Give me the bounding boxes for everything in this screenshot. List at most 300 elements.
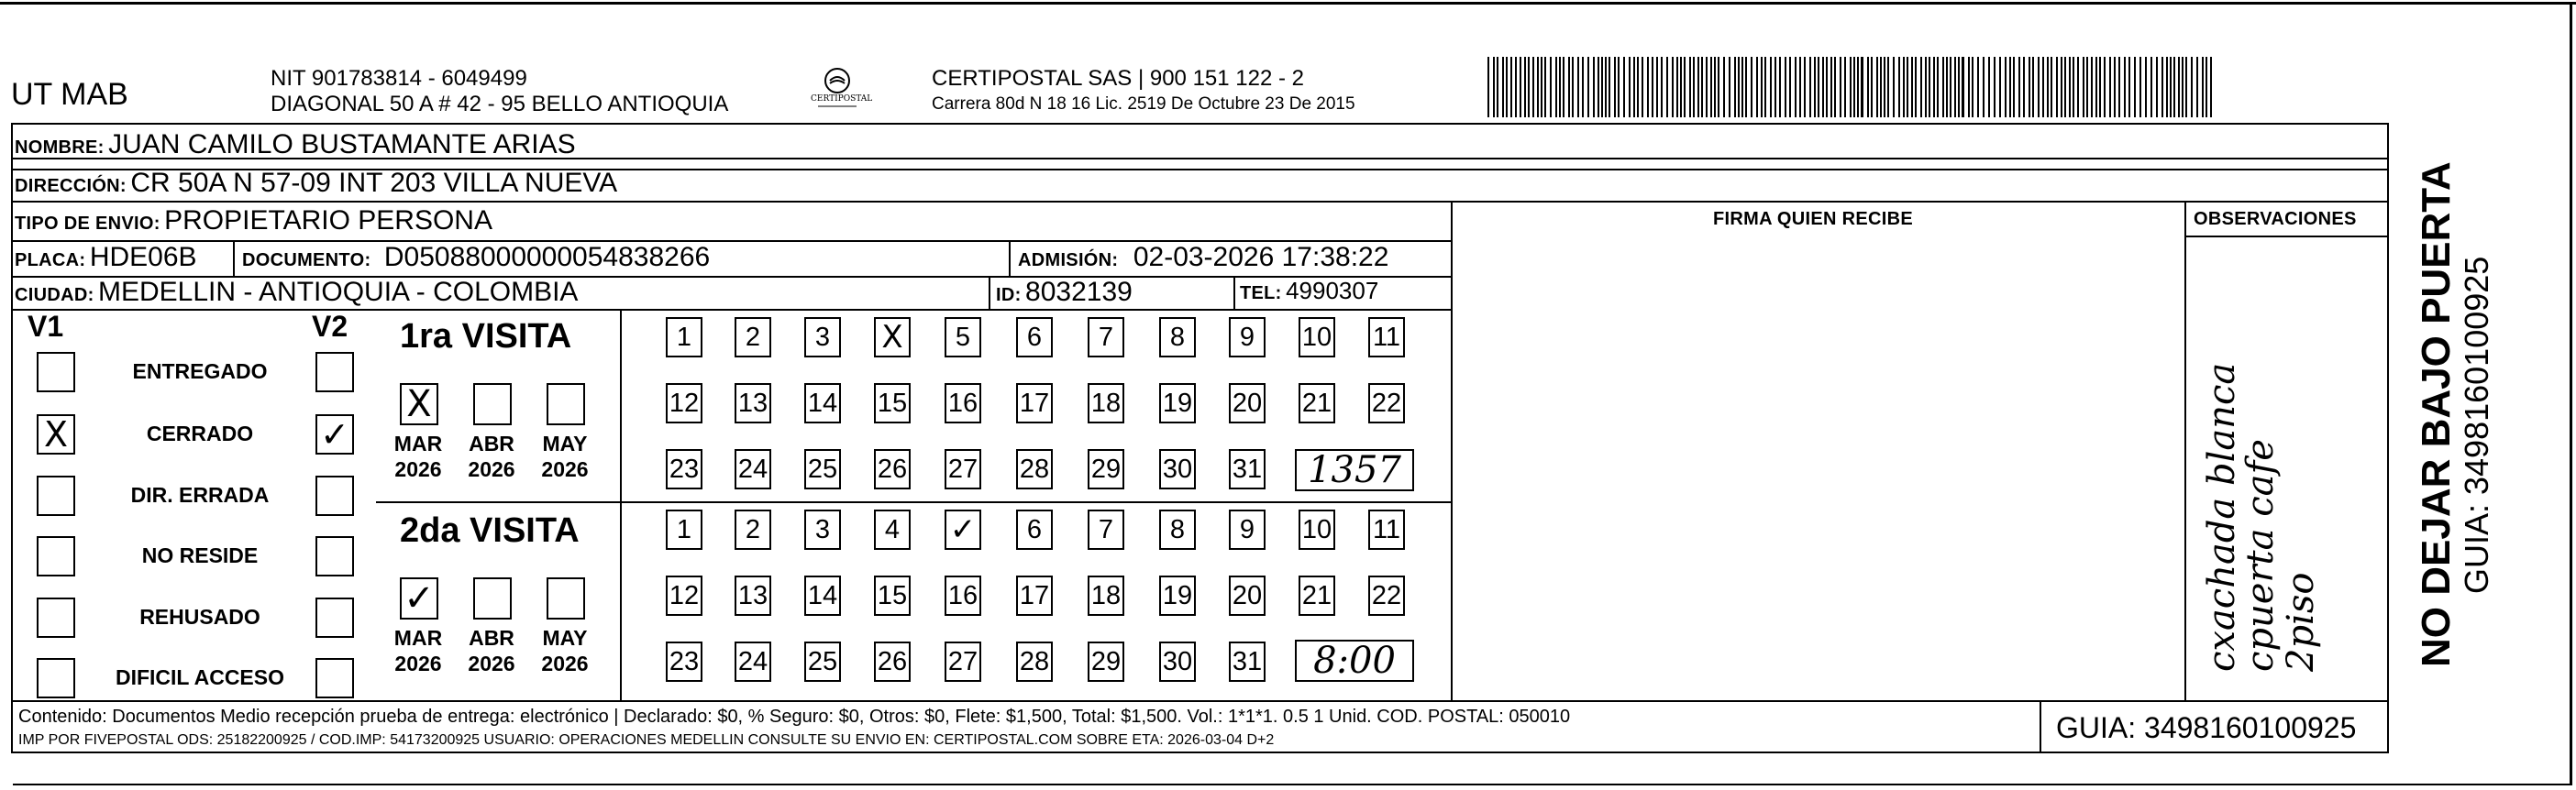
ciudad-value: MEDELLIN - ANTIOQUIA - COLOMBIA — [98, 277, 579, 307]
form-line — [2184, 236, 2389, 237]
day-box[interactable]: 24 — [735, 449, 771, 489]
day-box[interactable]: 27 — [945, 642, 981, 682]
observaciones-line3: 2piso — [2280, 572, 2322, 672]
month-name: MAY — [542, 432, 588, 455]
barcode-bar — [1680, 57, 1682, 117]
barcode-bar — [1857, 57, 1859, 117]
barcode-bar — [1942, 57, 1944, 117]
barcode-bar — [1818, 57, 1819, 117]
barcode-bar — [1738, 57, 1740, 117]
barcode-bar — [1647, 57, 1649, 117]
form-line — [620, 309, 622, 700]
barcode-bar — [1770, 57, 1772, 117]
status-label: DIFICIL ACCESO — [115, 665, 284, 689]
form-line — [1009, 240, 1011, 276]
barcode-bar — [1887, 57, 1889, 117]
form-line — [1451, 201, 1453, 700]
barcode-bar — [1983, 57, 1985, 117]
barcode-bar — [1903, 57, 1905, 117]
barcode-bar — [1642, 57, 1643, 117]
form-line — [11, 201, 2389, 203]
barcode-bar — [2145, 57, 2147, 117]
barcode-bar — [2038, 57, 2040, 117]
barcode-bar — [2109, 57, 2111, 117]
tel-row — [1240, 277, 1378, 305]
day-box[interactable]: 12 — [666, 383, 702, 423]
day-box[interactable]: 22 — [1368, 576, 1405, 616]
barcode-bar — [2069, 57, 2071, 117]
tel-value: 4990307 — [1286, 277, 1379, 304]
day-box[interactable]: 7 — [1088, 510, 1124, 550]
barcode-bar — [1999, 57, 2001, 117]
day-box[interactable]: 13 — [735, 576, 771, 616]
barcode-bar — [2051, 57, 2052, 117]
barcode-bar — [1809, 57, 1811, 117]
barcode-bar — [1745, 57, 1747, 117]
visit2-time-value: 8:00 — [1313, 640, 1396, 682]
barcode-bar — [2013, 57, 2015, 117]
barcode-bar — [1826, 57, 1828, 117]
v2-checkbox[interactable] — [315, 352, 354, 392]
company-address: DIAGONAL 50 A # 42 - 95 BELLO ANTIOQUIA — [271, 92, 729, 116]
status-label: DIR. ERRADA — [130, 483, 270, 507]
barcode-bar — [1506, 57, 1508, 117]
form-line — [989, 276, 990, 309]
barcode-bar — [1587, 57, 1589, 117]
barcode-bar — [1751, 57, 1752, 117]
company-nit: NIT 901783814 - 6049499 — [271, 66, 527, 91]
day-box[interactable]: 11 — [1368, 510, 1405, 550]
barcode-bar — [1537, 57, 1539, 117]
observaciones-line1: cxachada blanca — [2201, 362, 2243, 672]
barcode-bar — [1614, 57, 1616, 117]
day-box[interactable]: 18 — [1088, 576, 1124, 616]
day-box[interactable]: 17 — [1016, 576, 1053, 616]
day-box[interactable]: 31 — [1229, 642, 1266, 682]
day-box[interactable]: 15 — [874, 576, 911, 616]
barcode-bar — [1911, 57, 1913, 117]
day-box[interactable]: 9 — [1229, 317, 1266, 357]
barcode-bar — [1929, 57, 1930, 117]
barcode-bar — [1701, 57, 1703, 117]
placa-label: PLACA: — [15, 250, 86, 270]
day-box[interactable]: 10 — [1299, 317, 1335, 357]
v1-checkbox[interactable] — [37, 476, 75, 516]
placa-row — [15, 242, 197, 273]
v1-checkbox[interactable] — [37, 658, 75, 698]
barcode-bar — [2032, 57, 2034, 117]
barcode-bar — [1689, 57, 1691, 117]
day-box[interactable]: 28 — [1016, 642, 1053, 682]
status-label: NO RESIDE — [141, 543, 259, 567]
day-box[interactable]: 6 — [1016, 510, 1053, 550]
barcode — [1487, 57, 2221, 117]
tipo-label: TIPO DE ENVIO: — [15, 214, 160, 234]
nombre-row — [15, 129, 576, 160]
form-line — [11, 309, 1453, 311]
placa-value: HDE06B — [89, 242, 197, 272]
day-box[interactable]: 26 — [874, 642, 911, 682]
documento-value: D05088000000054838266 — [383, 242, 711, 272]
barcode-bar — [1884, 57, 1885, 117]
month-year: 2026 — [394, 652, 442, 675]
page-border-top — [0, 2, 2576, 5]
barcode-bar — [2210, 57, 2212, 117]
barcode-bar — [1623, 57, 1625, 117]
barcode-bar — [1550, 57, 1552, 117]
barcode-bar — [2118, 57, 2120, 117]
barcode-bar — [1593, 57, 1595, 117]
barcode-bar — [2202, 57, 2204, 117]
status-label: CERRADO — [146, 422, 254, 445]
barcode-bar — [1871, 57, 1873, 117]
v2-checkbox[interactable] — [315, 476, 354, 516]
barcode-bar — [2095, 57, 2097, 117]
day-box[interactable]: 16 — [945, 576, 981, 616]
month-label — [537, 431, 592, 482]
barcode-bar — [1977, 57, 1979, 117]
barcode-bar — [1497, 57, 1498, 117]
barcode-bar — [1946, 57, 1948, 117]
day-box[interactable]: 19 — [1159, 383, 1196, 423]
barcode-bar — [2083, 57, 2084, 117]
month-year: 2026 — [468, 652, 515, 675]
barcode-bar — [1684, 57, 1686, 117]
barcode-bar — [1915, 57, 1917, 117]
barcode-bar — [1541, 57, 1542, 117]
barcode-bar — [2178, 57, 2180, 117]
day-box[interactable]: 22 — [1368, 383, 1405, 423]
barcode-bar — [1598, 57, 1599, 117]
month-checkbox[interactable]: ✓ — [400, 577, 438, 620]
month-label — [464, 625, 519, 676]
day-box[interactable]: 28 — [1016, 449, 1053, 489]
month-name: MAY — [542, 626, 588, 650]
form-line — [11, 752, 2389, 753]
barcode-bar — [2009, 57, 2011, 117]
day-box[interactable]: 18 — [1088, 383, 1124, 423]
barcode-bar — [1988, 57, 1990, 117]
barcode-bar — [1907, 57, 1908, 117]
barcode-bar — [2029, 57, 2030, 117]
barcode-bar — [1563, 57, 1564, 117]
barcode-bar — [1524, 57, 1526, 117]
barcode-bar — [2134, 57, 2136, 117]
day-box[interactable]: 23 — [666, 449, 702, 489]
logo-text: CERTIPOSTAL — [811, 94, 873, 104]
barcode-bar — [1633, 57, 1635, 117]
day-box[interactable]: 4 — [874, 510, 911, 550]
barcode-bar — [1774, 57, 1776, 117]
barcode-bar — [1637, 57, 1639, 117]
day-box[interactable]: 20 — [1229, 383, 1266, 423]
barcode-bar — [1676, 57, 1678, 117]
barcode-bar — [1972, 57, 1973, 117]
barcode-bar — [1734, 57, 1736, 117]
id-value: 8032139 — [1025, 277, 1133, 307]
day-box[interactable]: 29 — [1088, 449, 1124, 489]
day-box[interactable]: 9 — [1229, 510, 1266, 550]
barcode-bar — [1656, 57, 1658, 117]
barcode-bar — [1555, 57, 1557, 117]
v2-checkbox[interactable] — [315, 658, 354, 698]
day-box[interactable]: 3 — [804, 510, 841, 550]
barcode-bar — [2018, 57, 2020, 117]
day-box[interactable]: 3 — [804, 317, 841, 357]
month-label — [537, 625, 592, 676]
barcode-bar — [1994, 57, 1996, 117]
company-name: UT MAB — [11, 77, 128, 112]
day-box[interactable]: 25 — [804, 449, 841, 489]
barcode-bar — [1968, 57, 1970, 117]
tipo-value: PROPIETARIO PERSONA — [164, 205, 492, 236]
form-line — [11, 700, 2389, 702]
tipo-row — [15, 205, 492, 236]
footer-imp: IMP POR FIVEPOSTAL ODS: 25182200925 / COD.IMP: 54173200925 USUARIO: OPERACIONES MEDELLIN CONSULTE SU ENVIO EN: CERTIPOSTAL.COM SOBRE ETA: 2026-03-04 D+2 — [18, 732, 1275, 748]
id-row — [996, 277, 1133, 308]
v2-checkbox[interactable]: ✓ — [315, 414, 354, 455]
page-border-right — [2570, 2, 2572, 785]
form-line — [2040, 700, 2041, 752]
barcode-bar — [2173, 57, 2175, 117]
admision-label: ADMISIÓN: — [1018, 250, 1119, 270]
visit2-time[interactable] — [1295, 640, 1414, 682]
barcode-bar — [1718, 57, 1719, 117]
barcode-bar — [1601, 57, 1603, 117]
barcode-bar — [1850, 57, 1852, 117]
barcode-bar — [1741, 57, 1743, 117]
month-label — [391, 625, 446, 676]
barcode-bar — [2104, 57, 2106, 117]
barcode-bar — [1954, 57, 1956, 117]
barcode-bar — [1898, 57, 1900, 117]
barcode-bar — [1822, 57, 1824, 117]
day-box[interactable]: 30 — [1159, 642, 1196, 682]
v1-checkbox[interactable] — [37, 536, 75, 576]
month-name: ABR — [469, 432, 514, 455]
barcode-bar — [2170, 57, 2172, 117]
barcode-bar — [1605, 57, 1607, 117]
v1-checkbox[interactable] — [37, 598, 75, 638]
day-box[interactable]: 31 — [1229, 449, 1266, 489]
day-box[interactable]: 15 — [874, 383, 911, 423]
direccion-value: CR 50A N 57-09 INT 203 VILLA NUEVA — [130, 168, 618, 198]
month-checkbox[interactable] — [547, 383, 585, 425]
status-label: REHUSADO — [139, 605, 260, 629]
barcode-bar — [1544, 57, 1546, 117]
barcode-bar — [1779, 57, 1781, 117]
month-year: 2026 — [541, 652, 589, 675]
barcode-bar — [2077, 57, 2079, 117]
month-name: ABR — [469, 626, 514, 650]
day-box[interactable]: 7 — [1088, 317, 1124, 357]
day-box[interactable]: 5 — [945, 317, 981, 357]
day-box[interactable]: 21 — [1299, 383, 1335, 423]
month-year: 2026 — [468, 457, 515, 481]
documento-label: DOCUMENTO: — [242, 250, 371, 270]
day-box[interactable]: 21 — [1299, 576, 1335, 616]
barcode-bar — [1559, 57, 1561, 117]
barcode-bar — [1785, 57, 1786, 117]
day-box[interactable]: 25 — [804, 642, 841, 682]
barcode-bar — [1789, 57, 1791, 117]
barcode-bar — [1893, 57, 1895, 117]
day-box[interactable]: 11 — [1368, 317, 1405, 357]
form-line — [2387, 123, 2389, 752]
barcode-bar — [2161, 57, 2163, 117]
barcode-bar — [1876, 57, 1878, 117]
firma-label: FIRMA QUIEN RECIBE — [1713, 209, 1913, 229]
day-box[interactable]: 24 — [735, 642, 771, 682]
month-checkbox[interactable] — [473, 383, 512, 425]
barcode-bar — [2056, 57, 2058, 117]
month-checkbox[interactable] — [473, 577, 512, 620]
day-box[interactable]: ✓ — [945, 510, 981, 550]
tel-label: TEL: — [1240, 283, 1282, 303]
visit1-time-value: 1357 — [1308, 449, 1401, 491]
day-box[interactable]: 10 — [1299, 510, 1335, 550]
barcode-bar — [1528, 57, 1530, 117]
barcode-bar — [2150, 57, 2152, 117]
certipostal-license: Carrera 80d N 18 16 Lic. 2519 De Octubre 23 De 2015 — [932, 94, 1355, 114]
barcode-bar — [1799, 57, 1801, 117]
admision-row — [1018, 242, 1388, 273]
barcode-bar — [2166, 57, 2168, 117]
barcode-bar — [2114, 57, 2116, 117]
day-box[interactable]: 19 — [1159, 576, 1196, 616]
barcode-bar — [1652, 57, 1653, 117]
day-box[interactable]: 16 — [945, 383, 981, 423]
barcode-bar — [1582, 57, 1584, 117]
barcode-bar — [1629, 57, 1631, 117]
barcode-bar — [1666, 57, 1668, 117]
barcode-bar — [1880, 57, 1882, 117]
barcode-bar — [2047, 57, 2049, 117]
barcode-bar — [2042, 57, 2044, 117]
form-line — [2184, 201, 2186, 700]
footer-contenido: Contenido: Documentos Medio recepción prueba de entrega: electrónico | Declarado: $0, % Seguro: $0, Otros: $0, Flete: $1,500, Total: $1,500. Vol.: 1*1*1. 0.5 1 Unid. COD. POSTAL: 050010 — [18, 707, 1571, 727]
form-line — [11, 123, 2389, 125]
barcode-bar — [1764, 57, 1766, 117]
day-box[interactable]: 8 — [1159, 510, 1196, 550]
day-box[interactable]: 26 — [874, 449, 911, 489]
day-box[interactable]: 1 — [666, 317, 702, 357]
barcode-bar — [1830, 57, 1832, 117]
month-label — [464, 431, 519, 482]
barcode-bar — [1937, 57, 1939, 117]
day-box[interactable]: 17 — [1016, 383, 1053, 423]
barcode-bar — [1532, 57, 1534, 117]
barcode-bar — [1761, 57, 1763, 117]
barcode-bar — [2185, 57, 2187, 117]
month-label — [391, 431, 446, 482]
barcode-bar — [2124, 57, 2126, 117]
visit1-time[interactable] — [1295, 449, 1414, 491]
barcode-bar — [2182, 57, 2184, 117]
day-box[interactable]: X — [874, 317, 911, 357]
v2-header: V2 — [312, 310, 348, 343]
nombre-label: NOMBRE: — [15, 137, 105, 158]
day-box[interactable]: 29 — [1088, 642, 1124, 682]
day-box[interactable]: 8 — [1159, 317, 1196, 357]
day-box[interactable]: 2 — [735, 510, 771, 550]
barcode-bar — [1577, 57, 1579, 117]
day-box[interactable]: 23 — [666, 642, 702, 682]
barcode-bar — [1853, 57, 1855, 117]
barcode-bar — [1920, 57, 1922, 117]
barcode-bar — [1925, 57, 1927, 117]
ciudad-label: CIUDAD: — [15, 285, 94, 305]
certipostal-info: CERTIPOSTAL SAS | 900 151 122 - 2 — [932, 66, 1304, 91]
barcode-bar — [2099, 57, 2101, 117]
barcode-bar — [1710, 57, 1712, 117]
day-box[interactable]: 14 — [804, 383, 841, 423]
barcode-bar — [2206, 57, 2207, 117]
barcode-bar — [1933, 57, 1935, 117]
day-box[interactable]: 1 — [666, 510, 702, 550]
barcode-bar — [1962, 57, 1964, 117]
barcode-bar — [1502, 57, 1504, 117]
month-checkbox[interactable] — [547, 577, 585, 620]
month-checkbox[interactable]: X — [400, 383, 438, 425]
barcode-bar — [1840, 57, 1841, 117]
v1-checkbox[interactable] — [37, 352, 75, 392]
barcode-bar — [1756, 57, 1758, 117]
status-label: ENTREGADO — [132, 359, 268, 383]
direccion-label: DIRECCIÓN: — [15, 176, 127, 196]
v1-checkbox[interactable]: X — [37, 414, 75, 455]
day-box[interactable]: 13 — [735, 383, 771, 423]
barcode-bar — [1723, 57, 1725, 117]
form-line — [376, 501, 1451, 503]
barcode-bar — [2064, 57, 2066, 117]
barcode-bar — [2139, 57, 2141, 117]
admision-value: 02-03-2026 17:38:22 — [1133, 242, 1389, 272]
v2-checkbox[interactable] — [315, 598, 354, 638]
barcode-bar — [1672, 57, 1674, 117]
barcode-bar — [1618, 57, 1620, 117]
id-label: ID: — [996, 285, 1022, 305]
barcode-bar — [2128, 57, 2130, 117]
form-line — [11, 123, 13, 752]
day-box[interactable]: 27 — [945, 449, 981, 489]
day-box[interactable]: 30 — [1159, 449, 1196, 489]
certipostal-logo — [811, 66, 873, 110]
barcode-bar — [1515, 57, 1517, 117]
barcode-bar — [1697, 57, 1699, 117]
barcode-bar — [2061, 57, 2062, 117]
barcode-bar — [1493, 57, 1495, 117]
barcode-bar — [1867, 57, 1869, 117]
barcode-bar — [1609, 57, 1610, 117]
day-box[interactable]: 20 — [1229, 576, 1266, 616]
barcode-bar — [2005, 57, 2007, 117]
visit1-title: 1ra VISITA — [400, 317, 572, 356]
barcode-bar — [1950, 57, 1951, 117]
month-name: MAR — [393, 432, 443, 455]
barcode-bar — [1714, 57, 1716, 117]
footer-guia: GUIA: 3498160100925 — [2056, 711, 2357, 744]
day-box[interactable]: 6 — [1016, 317, 1053, 357]
barcode-bar — [1729, 57, 1730, 117]
barcode-bar — [1572, 57, 1574, 117]
v2-checkbox[interactable] — [315, 536, 354, 576]
day-box[interactable]: 2 — [735, 317, 771, 357]
day-box[interactable]: 12 — [666, 576, 702, 616]
day-box[interactable]: 14 — [804, 576, 841, 616]
barcode-bar — [2091, 57, 2093, 117]
barcode-bar — [2086, 57, 2088, 117]
